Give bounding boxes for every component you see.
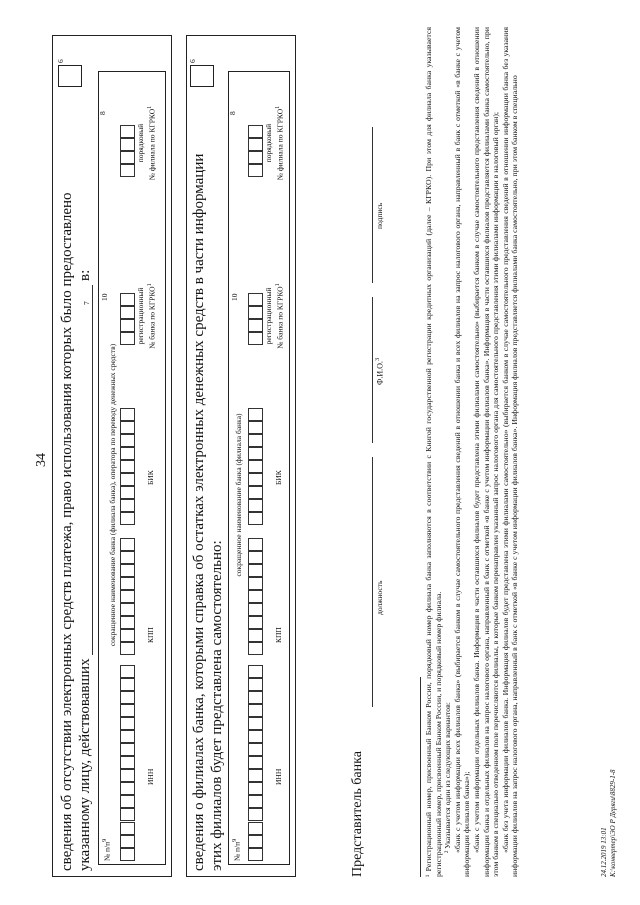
section1-kpp-cell[interactable] <box>120 564 135 577</box>
section1-ord-cell[interactable] <box>120 125 135 138</box>
section2-col-reg: регистрационный № банка по КГРКО$^1$ <box>264 283 285 349</box>
section1-reg-cell[interactable] <box>120 306 135 319</box>
section1-box-number: 6 <box>56 59 65 63</box>
section1-inn-cell[interactable] <box>120 665 135 678</box>
section2-kpp-cell[interactable] <box>248 551 263 564</box>
section2-reg-cell[interactable] <box>248 293 263 306</box>
section1-bik-cell[interactable] <box>120 499 135 512</box>
section2-inn-cell[interactable] <box>248 678 263 691</box>
section2-kpp-cell[interactable] <box>248 564 263 577</box>
section2-no-cell[interactable] <box>248 848 263 861</box>
section2-checkbox[interactable] <box>190 65 214 87</box>
section1-bik-cell[interactable] <box>120 512 135 525</box>
section1-kpp-cell[interactable] <box>120 551 135 564</box>
section2-bik-cell[interactable] <box>248 421 263 434</box>
section1-ref10: 10 <box>100 293 109 301</box>
section1-inn-cell[interactable] <box>120 756 135 769</box>
file-stamp: 24.12.2019 13:01 К:\конвертер\ЭО Р Деряги\8829-1-8 <box>600 769 617 877</box>
section1-no-cell[interactable] <box>120 835 135 848</box>
section2-inn-cell[interactable] <box>248 717 263 730</box>
section2-reg-cell[interactable] <box>248 332 263 345</box>
section1-ord-cell[interactable] <box>120 164 135 177</box>
section1-bik-cell[interactable] <box>120 408 135 421</box>
section2-no-cell[interactable] <box>248 835 263 848</box>
section1-col-bik: БИК <box>146 470 155 485</box>
section1-ref7: 7 <box>82 301 91 305</box>
section2-inn-cell[interactable] <box>248 704 263 717</box>
section2-reg-cell[interactable] <box>248 306 263 319</box>
section1-kpp-cell[interactable] <box>120 538 135 551</box>
footnote-2-option-3: «банк без учета информации филиалов банка. Информация филиалов будет представлена этими филиалами самостоятельно» (выбирается банком в случае самостоятельного представления сведений в отношении информации банка без указания информации филиалов на запрос налогового органа, направленный в банк с отметкой «в банке с учетом информации филиалов банка». Информация филиалов представляется филиалами банка самостоятельно, при этом банком в специально <box>500 27 520 877</box>
section1-inn-cell[interactable] <box>120 795 135 808</box>
section2-bik-cell[interactable] <box>248 486 263 499</box>
section2-bik-cell[interactable] <box>248 447 263 460</box>
section2-inn-cell[interactable] <box>248 782 263 795</box>
section1-no-cell[interactable] <box>120 822 135 835</box>
footnotes <box>424 27 520 877</box>
section2-box-number: 6 <box>188 59 197 63</box>
section2-bik-cell[interactable] <box>248 408 263 421</box>
section2-inn-cell[interactable] <box>248 769 263 782</box>
section2-inn-cell[interactable] <box>248 743 263 756</box>
section1-inn-cell[interactable] <box>120 769 135 782</box>
section2-no-cell[interactable] <box>248 822 263 835</box>
section1-col-inn: ИНН <box>146 768 155 785</box>
section2-kpp-cell[interactable] <box>248 590 263 603</box>
section2-inn-cell[interactable] <box>248 730 263 743</box>
section2-col-ord: порядковый № филиала по КГРКО$^1$ <box>264 105 285 181</box>
section1-bik-cell[interactable] <box>120 447 135 460</box>
section2-col-no: № $п/п^9$ <box>231 838 242 861</box>
section1-inn-cell[interactable] <box>120 691 135 704</box>
section1-bik-cell[interactable] <box>120 434 135 447</box>
section1-ref8: 8 <box>98 111 107 115</box>
section1-col-no: № $п/п^9$ <box>101 838 112 861</box>
section2-kpp-cell[interactable] <box>248 629 263 642</box>
footnote-2: ² Указывается один из следующих вариантов: <box>443 702 453 853</box>
section1-bik-cell[interactable] <box>120 486 135 499</box>
section1-title-suffix: в: <box>77 269 93 281</box>
section2-inn-cell[interactable] <box>248 665 263 678</box>
section2-col-kpp: КПП <box>274 627 283 643</box>
section2-bik-cell[interactable] <box>248 473 263 486</box>
section1-bik-cell[interactable] <box>120 460 135 473</box>
section1-title-line1: сведения об отсутствии электронных средств платежа, право использования которых было предоставлено <box>59 192 75 871</box>
section1-inn-cell[interactable] <box>120 678 135 691</box>
section1-inn-cell[interactable] <box>120 743 135 756</box>
section1-ord-cell[interactable] <box>120 151 135 164</box>
section2-bik-cell[interactable] <box>248 512 263 525</box>
section2-title-line2: этих филиалов будет представлена самостоятельно: <box>209 540 225 871</box>
section1-inn-cell[interactable] <box>120 717 135 730</box>
section2-kpp-cell[interactable] <box>248 538 263 551</box>
section1-kpp-cell[interactable] <box>120 642 135 655</box>
section1-col-reg: регистрационный № банка по КГРКО$^1$ <box>136 283 157 349</box>
section1-inn-cell[interactable] <box>120 704 135 717</box>
section2-ord-cell[interactable] <box>248 151 263 164</box>
section1-kpp-cell[interactable] <box>120 590 135 603</box>
section1-inn-cell[interactable] <box>120 730 135 743</box>
section2-bik-cell[interactable] <box>248 499 263 512</box>
section2-kpp-cell[interactable] <box>248 603 263 616</box>
section2-ord-cell[interactable] <box>248 138 263 151</box>
section1-kpp-cell[interactable] <box>120 603 135 616</box>
section1-kpp-cell[interactable] <box>120 577 135 590</box>
position-label: должность <box>375 580 384 615</box>
section1-ord-cell[interactable] <box>120 138 135 151</box>
section1-reg-cell[interactable] <box>120 293 135 306</box>
section1-checkbox[interactable] <box>58 65 82 87</box>
section1-inn-cell[interactable] <box>120 808 135 821</box>
section2-ord-cell[interactable] <box>248 125 263 138</box>
section1-reg-cell[interactable] <box>120 319 135 332</box>
section1-kpp-cell[interactable] <box>120 629 135 642</box>
section1-no-cell[interactable] <box>120 848 135 861</box>
section1-col-ord: порядковый № филиала по КГРКО$^1$ <box>136 105 157 181</box>
section1-title-line2: указанному лицу, действовавших <box>77 658 93 871</box>
section2-col-inn: ИНН <box>274 768 283 785</box>
section2-bik-cell[interactable] <box>248 434 263 447</box>
footnote-2-option-1: «банк с учетом информации всех филиалов банка» (выбирается банком в случае самостоятельного представления сведений в отношении банка и всех филиалов на запрос налогового органа, направленный в банк с отметкой «в банке с учетом информации филиалов банка»); <box>452 27 472 877</box>
fio-label: Ф.И.О.$^3$ <box>374 357 385 385</box>
section2-title-line1: сведения о филиалах банка, которыми справка об остатках электронных денежных средств в части информации <box>191 153 207 871</box>
section2-reg-cell[interactable] <box>248 319 263 332</box>
section1-reg-cell[interactable] <box>120 332 135 345</box>
section2-kpp-cell[interactable] <box>248 616 263 629</box>
section1-col-kpp: КПП <box>146 627 155 643</box>
section1-col-name: сокращенное наименование банка (филиала банка), оператора по переводу денежных средств) <box>108 343 117 647</box>
section2-kpp-cell[interactable] <box>248 642 263 655</box>
section1-inn-cell[interactable] <box>120 782 135 795</box>
footnote-2-option-2: «банк с учетом информации отдельных филиалов банка. Информация в части оставшихся филиалов будет представлена этими филиалами самостоятельно» (выбирается банком в случае самостоятельного представления сведений в отношении информации банка и отдельных филиалов на запрос налогового органа, направленный в банк с отметкой «в банке с учетом информации филиалов банка». Информация в части оставшихся филиалов представляется филиалами банка самостоятельно, при этом банком в специально отведенном поле перечисляются филиалы, в которые банком перенаправлен указанный запрос налогового органа для самостоятельного представления этими филиалами информации в налоговый орган); <box>471 27 501 877</box>
section1-bik-cell[interactable] <box>120 421 135 434</box>
section2-bik-cell[interactable] <box>248 460 263 473</box>
section2-inn-cell[interactable] <box>248 691 263 704</box>
page-number: 34 <box>34 453 49 467</box>
section2-kpp-cell[interactable] <box>248 577 263 590</box>
section2-col-name: сокращенное наименование банка (филиала банка) <box>234 413 243 577</box>
section1-kpp-cell[interactable] <box>120 616 135 629</box>
section2-ord-cell[interactable] <box>248 164 263 177</box>
section2-inn-cell[interactable] <box>248 756 263 769</box>
section2-inn-cell[interactable] <box>248 795 263 808</box>
section2-ref8: 8 <box>228 111 237 115</box>
section2-col-bik: БИК <box>274 470 283 485</box>
signature-label: подпись <box>375 202 384 229</box>
section2-inn-cell[interactable] <box>248 808 263 821</box>
representative-label: Представитель банка <box>350 751 365 877</box>
footnote-1: ¹ Регистрационный номер, присвоенный Банком России, порядковый номер филиала банка заполняются в соответствии с Книгой государственной регистрации кредитных организаций (далее – КГРКО). При этом для филиала банка указывается регистрационный номер, присвоенный Банком России, и порядковый номер филиала. <box>424 27 443 877</box>
section2-ref10: 10 <box>230 293 239 301</box>
section1-bik-cell[interactable] <box>120 473 135 486</box>
